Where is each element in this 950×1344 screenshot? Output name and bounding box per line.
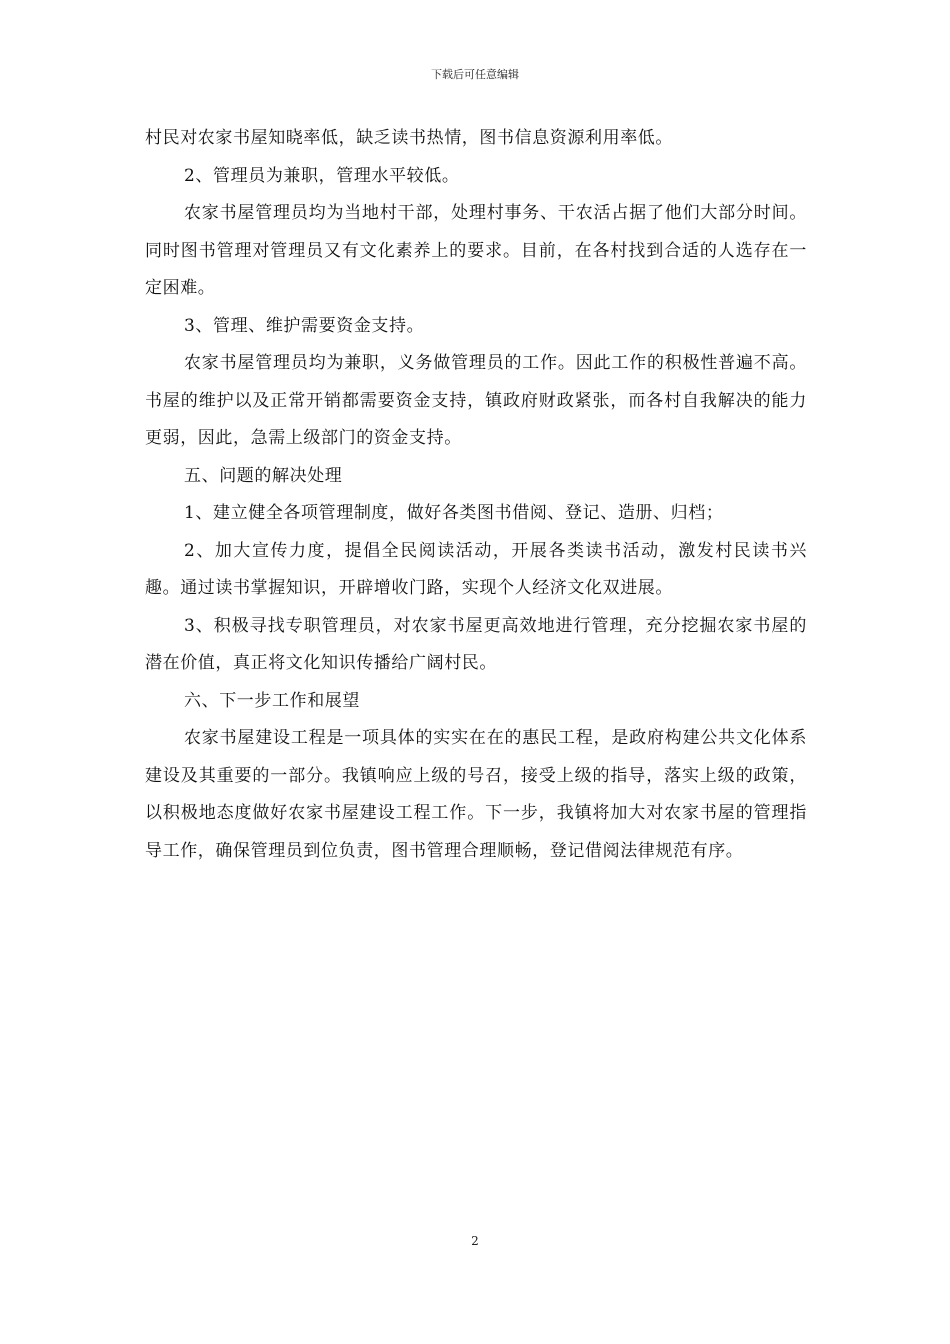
paragraph-11: 农家书屋建设工程是一项具体的实实在在的惠民工程，是政府构建公共文化体系建设及其重要的一部分。我镇响应上级的号召，接受上级的指导，落实上级的政策，以积极地态度做好农家书屋建设工程工作。下一步，我镇将加大对农家书屋的管理指导工作，确保管理员到位负责，图书管理合理顺畅，登记借阅法律规范有序。 (145, 728, 807, 861)
section-heading-six: 六、下一步工作和展望 (184, 690, 360, 711)
paragraph-9: 3、积极寻找专职管理员，对农家书屋更高效地进行管理，充分挖掘农家书屋的潜在价值，真正将文化知识传播给广阔村民。 (145, 615, 807, 673)
paragraph-1: 村民对农家书屋知晓率低，缺乏读书热情，图书信息资源利用率低。 (145, 128, 673, 148)
paragraph-5: 农家书屋管理员均为兼职，义务做管理员的工作。因此工作的积极性普遍不高。书屋的维护以及正常开销都需要资金支持，镇政府财政紧张，而各村自我解决的能力更弱，因此，急需上级部门的资金支持。 (145, 353, 807, 448)
paragraph-7: 1、建立健全各项管理制度，做好各类图书借阅、登记、造册、归档； (184, 503, 724, 523)
paragraph-4-heading: 3、管理、维护需要资金支持。 (184, 315, 425, 336)
paragraph-2-heading: 2、管理员为兼职，管理水平较低。 (184, 165, 460, 186)
paragraph-8: 2、加大宣传力度，提倡全民阅读活动，开展各类读书活动，激发村民读书兴趣。通过读书掌握知识，开辟增收门路，实现个人经济文化双进展。 (145, 540, 807, 598)
section-heading-five: 五、问题的解决处理 (184, 465, 343, 486)
paragraph-3: 农家书屋管理员均为当地村干部，处理村事务、干农活占据了他们大部分时间。同时图书管理对管理员又有文化素养上的要求。目前，在各村找到合适的人选存在一定困难。 (145, 203, 807, 298)
page-number: 2 (471, 1234, 479, 1248)
page-header: 下载后可任意编辑 (431, 68, 519, 81)
document-body (145, 120, 807, 870)
